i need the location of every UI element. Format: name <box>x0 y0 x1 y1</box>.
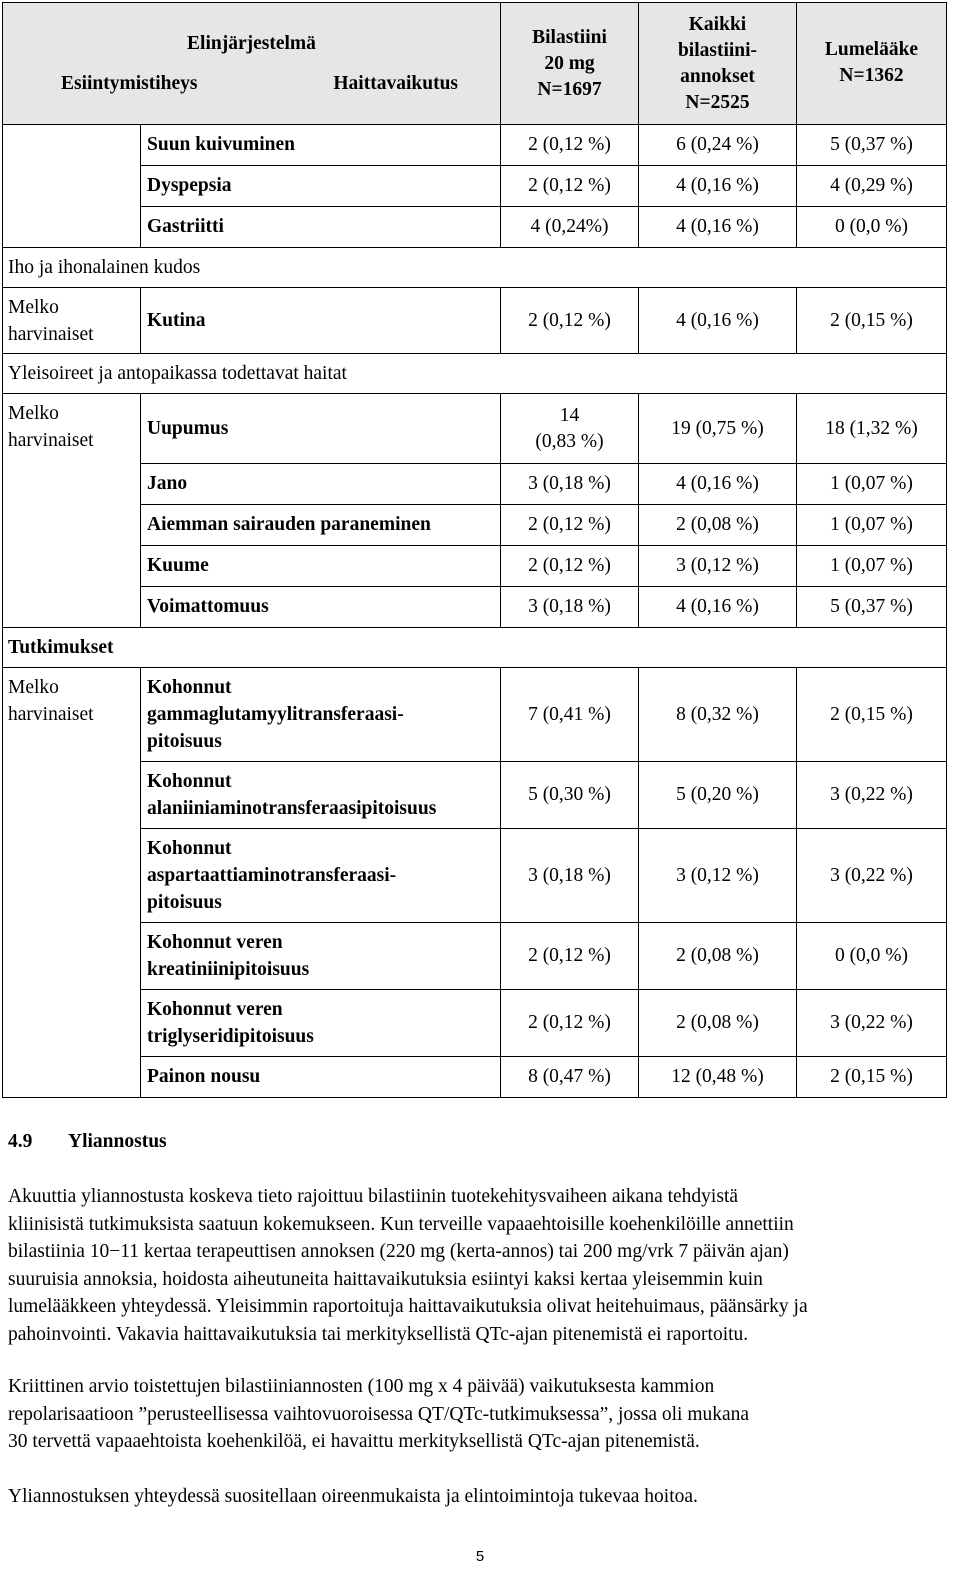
header-col1-line: Bilastiini <box>532 26 607 48</box>
value-all-doses: 4 (0,16 %) <box>639 166 797 207</box>
paragraph-2 <box>8 1373 953 1456</box>
paragraph-line: pahoinvointi. Vakavia haittavaikutuksia tai merkityksellistä QTc-ajan pitenemistä ei raportoitu. <box>8 1323 749 1345</box>
category-general: Yleisoireet ja antopaikassa todettavat haitat <box>3 354 947 394</box>
header-all-doses <box>639 3 797 125</box>
paragraph-line: kliinisistä tutkimuksista saatuun kokemukseen. Kun terveille vapaaehtoisille koehenkilöille annettiin <box>8 1213 794 1235</box>
section-heading <box>8 1128 167 1156</box>
reaction-name-line: Kohonnut veren <box>147 932 283 953</box>
reaction-name: Aiemman sairauden paraneminen <box>141 505 501 546</box>
frequency-cell <box>3 288 141 354</box>
category-row <box>3 354 947 394</box>
header-col2-line: Kaikki <box>688 13 747 35</box>
value-all-doses: 4 (0,16 %) <box>639 288 797 354</box>
frequency-label: harvinaiset <box>8 704 94 725</box>
frequency-label: Melko <box>8 403 59 424</box>
value-placebo: 3 (0,22 %) <box>797 762 947 829</box>
frequency-label: harvinaiset <box>8 323 94 345</box>
reaction-name-line: pitoisuus <box>147 731 222 752</box>
paragraph-line: Kriittinen arvio toistettujen bilastiiniannosten (100 mg x 4 päivää) vaikutuksesta kammion <box>8 1376 715 1397</box>
reaction-name-line: kreatiniinipitoisuus <box>147 959 310 980</box>
header-bilastine-20mg <box>501 3 639 125</box>
reaction-name-line: Kohonnut veren <box>147 999 283 1020</box>
table-row <box>3 829 947 923</box>
value-all-doses: 2 (0,08 %) <box>639 923 797 990</box>
table-row <box>3 546 947 587</box>
reaction-name: Gastriitti <box>141 207 501 248</box>
header-col3-line: Lumelääke <box>824 39 919 60</box>
value-all-doses: 2 (0,08 %) <box>639 505 797 546</box>
table-row <box>3 394 947 464</box>
table-row <box>3 464 947 505</box>
reaction-name <box>141 829 501 923</box>
page-number: 5 <box>475 1548 485 1565</box>
header-frequency: Esiintymistiheys <box>61 72 198 94</box>
section-title: Yliannostus <box>68 1131 167 1152</box>
value-bilastine: 2 (0,12 %) <box>501 125 639 166</box>
value-bilastine: 4 (0,24%) <box>501 207 639 248</box>
category-skin: Iho ja ihonalainen kudos <box>3 248 947 288</box>
header-col1-line: N=1697 <box>537 78 602 100</box>
table-row <box>3 762 947 829</box>
value-bilastine: 3 (0,18 %) <box>501 829 639 923</box>
value-bilastine: 7 (0,41 %) <box>501 668 639 762</box>
value-all-doses: 4 (0,16 %) <box>639 464 797 505</box>
category-investigations: Tutkimukset <box>3 628 947 668</box>
value-placebo: 1 (0,07 %) <box>797 546 947 587</box>
paragraph-3: Yliannostuksen yhteydessä suositellaan oireenmukaista ja elintoimintoja tukevaa hoitoa. <box>8 1486 698 1507</box>
value-all-doses: 5 (0,20 %) <box>639 762 797 829</box>
frequency-label: harvinaiset <box>8 430 94 451</box>
value-bilastine: 8 (0,47 %) <box>501 1057 639 1098</box>
reaction-name: Dyspepsia <box>141 166 501 207</box>
value-all-doses: 4 (0,16 %) <box>639 207 797 248</box>
reaction-name-line: alaniiniaminotransferaasipitoisuus <box>147 798 437 819</box>
header-organ-frequency-reaction <box>3 3 501 125</box>
table-row <box>3 587 947 628</box>
reaction-name-line: aspartaattiaminotransferaasi- <box>147 865 397 886</box>
reaction-name-line: triglyseridipitoisuus <box>147 1026 314 1047</box>
table-row <box>3 207 947 248</box>
paragraph-line: repolarisaatioon ”perusteellisessa vaihtovuoroisessa QT/QTc-tutkimuksessa”, jossa oli mukana <box>8 1403 750 1425</box>
value-bilastine <box>501 394 639 464</box>
table-row <box>3 1057 947 1098</box>
category-row <box>3 628 947 668</box>
table-row <box>3 166 947 207</box>
paragraph-line: Akuuttia yliannostusta koskeva tieto rajoittuu bilastiinin tuotekehitysvaiheen aikana tehdyistä <box>8 1186 739 1207</box>
paragraph-line: 30 tervettä vapaaehtoista koehenkilöä, ei havaittu merkityksellistä QTc-ajan pitenemistä. <box>8 1431 700 1452</box>
table-row <box>3 505 947 546</box>
frequency-label: Melko <box>8 677 59 698</box>
value-placebo: 2 (0,15 %) <box>797 288 947 354</box>
header-col1-line: 20 mg <box>544 52 595 74</box>
value-line: 14 <box>559 404 580 426</box>
value-all-doses: 8 (0,32 %) <box>639 668 797 762</box>
reaction-name-line: gammaglutamyylitransferaasi- <box>147 704 404 725</box>
value-line: (0,83 %) <box>535 430 604 452</box>
empty-frequency-cell <box>3 125 141 248</box>
table-row <box>3 923 947 990</box>
reaction-name: Uupumus <box>141 394 501 464</box>
reaction-name: Suun kuivuminen <box>141 125 501 166</box>
value-placebo: 3 (0,22 %) <box>797 829 947 923</box>
header-col2-line: annokset <box>680 65 755 87</box>
value-all-doses: 12 (0,48 %) <box>639 1057 797 1098</box>
reaction-name: Voimattomuus <box>141 587 501 628</box>
value-bilastine: 5 (0,30 %) <box>501 762 639 829</box>
table-row <box>3 668 947 762</box>
value-placebo: 1 (0,07 %) <box>797 464 947 505</box>
reaction-name-line: Kohonnut <box>147 677 232 698</box>
reaction-name-line: Kohonnut <box>147 771 232 792</box>
header-adverse-reaction: Haittavaikutus <box>333 72 458 94</box>
value-bilastine: 2 (0,12 %) <box>501 546 639 587</box>
value-all-doses: 6 (0,24 %) <box>639 125 797 166</box>
reaction-name <box>141 923 501 990</box>
value-placebo: 2 (0,15 %) <box>797 668 947 762</box>
value-placebo: 0 (0,0 %) <box>797 923 947 990</box>
header-col2-line: bilastiini- <box>677 39 758 61</box>
paragraph-line: lumelääkkeen yhteydessä. Yleisimmin raportoituja haittavaikutuksia olivat heitehuimaus, päänsärky ja <box>8 1296 808 1317</box>
table-row <box>3 990 947 1057</box>
value-bilastine: 3 (0,18 %) <box>501 464 639 505</box>
value-placebo: 4 (0,29 %) <box>797 166 947 207</box>
value-all-doses: 19 (0,75 %) <box>639 394 797 464</box>
value-bilastine: 3 (0,18 %) <box>501 587 639 628</box>
value-placebo: 3 (0,22 %) <box>797 990 947 1057</box>
value-placebo: 18 (1,32 %) <box>797 394 947 464</box>
value-placebo: 2 (0,15 %) <box>797 1057 947 1098</box>
reaction-name: Jano <box>141 464 501 505</box>
reaction-name <box>141 668 501 762</box>
value-bilastine: 2 (0,12 %) <box>501 288 639 354</box>
reaction-name <box>141 762 501 829</box>
reaction-name-line: Kohonnut <box>147 838 232 859</box>
table-row <box>3 288 947 354</box>
value-all-doses: 3 (0,12 %) <box>639 546 797 587</box>
reaction-name: Kuume <box>141 546 501 587</box>
category-row <box>3 248 947 288</box>
header-col2-line: N=2525 <box>685 91 750 113</box>
paragraph-line: suuruisia annoksia, hoidosta aiheutuneita haittavaikutuksia esiintyi kaksi kertaa yleisemmin kuin <box>8 1268 763 1290</box>
value-placebo: 0 (0,0 %) <box>797 207 947 248</box>
section-number: 4.9 <box>8 1131 33 1152</box>
frequency-cell <box>3 668 141 1098</box>
paragraph-line: bilastiinia 10−11 kertaa terapeuttisen annoksen (220 mg (kerta-annos) tai 200 mg/vrk 7 päivän ajan) <box>8 1241 789 1262</box>
header-organ-class: Elinjärjestelmä <box>187 32 316 54</box>
value-bilastine: 2 (0,12 %) <box>501 923 639 990</box>
value-placebo: 1 (0,07 %) <box>797 505 947 546</box>
value-all-doses: 4 (0,16 %) <box>639 587 797 628</box>
value-all-doses: 3 (0,12 %) <box>639 829 797 923</box>
reaction-name: Kutina <box>141 288 501 354</box>
value-placebo: 5 (0,37 %) <box>797 587 947 628</box>
frequency-cell <box>3 394 141 628</box>
paragraph-1 <box>8 1183 953 1348</box>
header-placebo <box>797 3 947 125</box>
adverse-reactions-table <box>2 2 947 1098</box>
reaction-name: Painon nousu <box>141 1057 501 1098</box>
value-bilastine: 2 (0,12 %) <box>501 505 639 546</box>
reaction-name <box>141 990 501 1057</box>
header-col3-line: N=1362 <box>839 65 904 86</box>
reaction-name-line: pitoisuus <box>147 892 222 913</box>
table-header-row <box>3 3 947 125</box>
value-bilastine: 2 (0,12 %) <box>501 166 639 207</box>
value-all-doses: 2 (0,08 %) <box>639 990 797 1057</box>
table-row <box>3 125 947 166</box>
frequency-label: Melko <box>8 296 59 318</box>
value-placebo: 5 (0,37 %) <box>797 125 947 166</box>
value-bilastine: 2 (0,12 %) <box>501 990 639 1057</box>
